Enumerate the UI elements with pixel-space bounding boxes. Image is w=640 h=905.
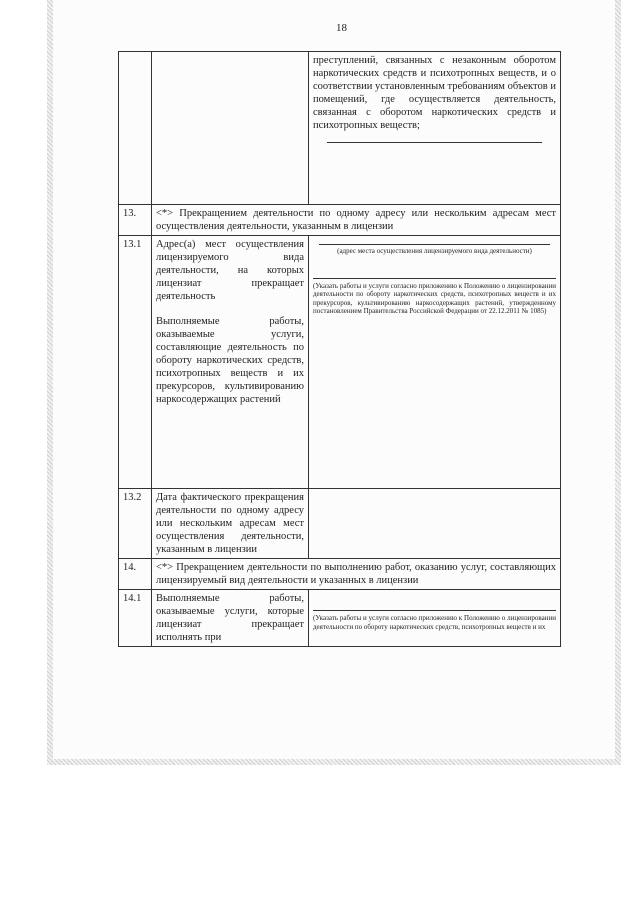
address-line (319, 244, 550, 245)
row-label: Выполняемые работы, оказываемые услуги, которые лицензиат прекращает исполнять при (152, 590, 309, 647)
empty-cell (119, 52, 152, 205)
works-hint: (Указать работы и услуги согласно приложению к Положению о лицензировании деятельности по обороту наркотических средств, психотропных веществ и их прекурсоров, культивированию наркосодержащих растений, утвержденному постановлением Правительства Российской Федерации от 22.12.2011 № 1085) (313, 281, 556, 315)
signature-line (327, 142, 542, 143)
fill-cell (309, 590, 561, 647)
row-13-1 (119, 236, 561, 489)
works-hint: (Указать работы и услуги согласно приложению к Положению о лицензировании деятельности по обороту наркотических средств, психотропных веществ и их (313, 614, 556, 631)
works-line (313, 278, 556, 279)
row-14-1 (119, 590, 561, 647)
row-label: Дата фактического прекращения деятельности по одному адресу или нескольким адресам мест осуществления деятельности, указанным в лицензии (152, 489, 309, 559)
empty-cell (152, 52, 309, 205)
fill-cell (309, 489, 561, 559)
fill-cell (309, 236, 561, 489)
section-title: <*> Прекращением деятельности по выполнению работ, оказанию услуг, составляющих лицензируемый вид деятельности и указанных в лицензии (152, 559, 561, 590)
section-14-row (119, 559, 561, 590)
row-13-2 (119, 489, 561, 559)
row-label (152, 236, 309, 489)
address-label: Адрес(а) мест осуществления лицензируемого вида деятельности, на которых лицензиат прекращает деятельность (156, 239, 304, 302)
page-number: 18 (336, 22, 347, 34)
license-form-table (118, 51, 561, 647)
works-label: Выполняемые работы, оказываемые услуги, составляющие деятельность по обороту наркотических средств, психотропных веществ и их прекурсоров, культивированию наркосодержащих растений (156, 316, 304, 405)
row-number: 14.1 (119, 590, 152, 647)
row-number: 13.2 (119, 489, 152, 559)
address-hint: (адрес места осуществления лицензируемого вида деятельности) (337, 247, 532, 255)
table-row (119, 52, 561, 205)
works-line (313, 610, 556, 611)
section-title: <*> Прекращением деятельности по одному адресу или нескольким адресам мест осуществления деятельности, указанным в лицензии (152, 205, 561, 236)
row-number: 13.1 (119, 236, 152, 489)
section-13-row (119, 205, 561, 236)
section-number: 14. (119, 559, 152, 590)
continuation-text: преступлений, связанных с незаконным оборотом наркотических средств и психотропных веществ, и о соответствии установленным требованиям объектов и помещений, где осуществляется деятельность, связанная с оборотом наркотических средств и психотропных веществ; (313, 55, 556, 131)
continuation-cell (309, 52, 561, 205)
section-number: 13. (119, 205, 152, 236)
